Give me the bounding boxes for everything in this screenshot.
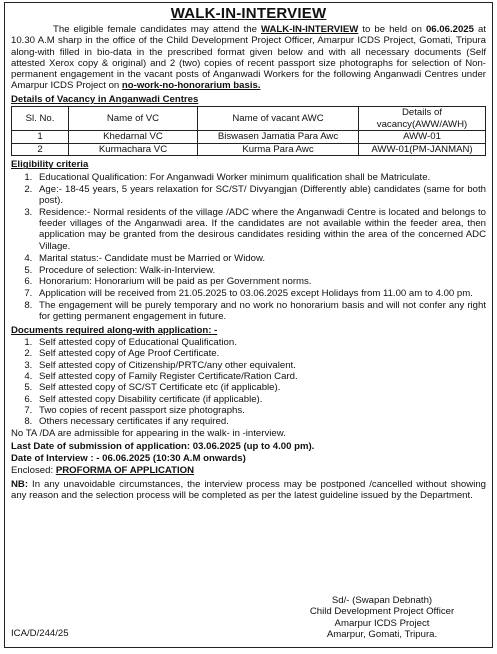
vacancy-heading: Details of Vacancy in Anganwadi Centres [11, 93, 199, 105]
list-item: 1. Educational Qualification: For Anganwadi Worker minimum qualification shall be Matriculate. [35, 172, 486, 183]
enclosed-label: Enclosed: [11, 465, 56, 477]
cell-vc: Kurmachara VC [69, 143, 198, 156]
documents-list [11, 337, 486, 427]
list-item: 4. Self attested copy of Family Register Certificate/Ration Card. [35, 371, 486, 382]
list-item: 3. Residence:- Normal residents of the village /ADC where the Anganwadi Centre is located and belongs to feeder villages of the Anganwadi area. If the candidates are not available within the feeder area, then application may be granted from the desirous candidates residing within the area of the concerned ADC Village. [35, 207, 486, 252]
intro-text-3: at 10.30 A.M sharp in the office of the Child Development Project Officer, Amarpur ICDS Project, Gomati, Tripura along-with filled in bio-data in the prescribed format given below and with all necessary documents (Self attested Xerox copy & original) and 2 (two) copies of recent passport size photographs for selection of Non-permanent engagement in the vacant posts of Anganwadi Workers for the following Anganwadi Centres under Amarpur ICDS Project on [11, 24, 486, 92]
table-row [12, 143, 486, 156]
eligibility-heading: Eligibility criteria [11, 159, 89, 171]
reference-number: ICA/D/244/25 [11, 628, 69, 639]
cell-details: AWW-01(PM-JANMAN) [359, 143, 486, 156]
list-item: 3. Self attested copy of Citizenship/PRTC/any other equivalent. [35, 360, 486, 371]
eligibility-list [11, 172, 486, 323]
notice-page [4, 2, 493, 648]
signature-designation: Child Development Project Officer [309, 606, 455, 618]
interview-date-line: Date of Interview : - 06.06.2025 (10:30 A.M onwards) [11, 453, 246, 465]
list-item: 5. Procedure of selection: Walk-in-Interview. [35, 265, 486, 276]
signature-address: Amarpur, Gomati, Tripura. [326, 628, 438, 640]
list-item: 2. Age:- 18-45 years, 5 years relaxation for SC/ST/ Divyangjan (Differently able) candidates (same for both post). [35, 184, 486, 207]
intro-text-1: The eligible female candidates may attend the [53, 24, 261, 35]
nb-paragraph [11, 479, 486, 502]
vacancy-header-row [12, 107, 486, 131]
enclosed-line [11, 465, 486, 476]
notice-title: WALK-IN-INTERVIEW [170, 5, 327, 22]
list-item: 4. Marital status:- Candidate must be Married or Widow. [35, 253, 486, 264]
nb-label: NB: [11, 478, 33, 490]
list-item: 8. Others necessary certificates if any required. [35, 416, 486, 427]
signature-office: Amarpur ICDS Project [334, 617, 430, 629]
enclosed-value: PROFORMA OF APPLICATION [55, 465, 195, 477]
intro-date: 06.06.2025 [425, 24, 474, 35]
list-item: 7. Two copies of recent passport size photographs. [35, 405, 486, 416]
nb-text: In any unavoidable circumstances, the interview process may be postponed /cancelled without showing any reason and the selection process will be completed as per the latest guideline issued by the Department. [11, 478, 486, 501]
intro-text-2: to be held on [358, 24, 426, 35]
col-header-awc: Name of vacant AWC [198, 107, 359, 131]
table-row [12, 131, 486, 144]
vacancy-table [11, 106, 486, 156]
intro-basis: no-work-no-honorarium basis. [121, 80, 261, 92]
documents-heading: Documents required along-with application: - [11, 324, 218, 336]
list-item: 7. Application will be received from 21.05.2025 to 03.06.2025 except Holidays from 11.00 am to 4.00 pm. [35, 288, 486, 299]
cell-slno: 2 [12, 143, 69, 156]
list-item: 6. Honorarium: Honorarium will be paid as per Government norms. [35, 276, 486, 287]
cell-vc: Khedarnal VC [69, 131, 198, 144]
last-date-line: Last Date of submission of application: 03.06.2025 (up to 4.00 pm). [11, 440, 315, 452]
list-item: 1. Self attested copy of Educational Qualification. [35, 337, 486, 348]
cell-details: AWW-01 [359, 131, 486, 144]
col-header-details: Details of vacancy(AWW/AWH) [359, 107, 486, 131]
cell-awc: Kurma Para Awc [198, 143, 359, 156]
intro-paragraph [11, 24, 486, 92]
list-item: 2. Self attested copy of Age Proof Certificate. [35, 348, 486, 359]
signature-block [294, 595, 470, 640]
list-item: 6. Self attested copy Disability certificate (if applicable). [35, 394, 486, 405]
cell-slno: 1 [12, 131, 69, 144]
col-header-slno: Sl. No. [12, 107, 69, 131]
signature-name: Sd/- (Swapan Debnath) [331, 595, 433, 606]
intro-walkin-emphasis: WALK-IN-INTERVIEW [260, 24, 359, 35]
list-item: 8. The engagement will be purely temporary and no work no honorarium basis and will not confer any right for getting permanent engagement in future. [35, 300, 486, 323]
list-item: 5. Self attested copy of SC/ST Certificate etc (if applicable). [35, 382, 486, 393]
col-header-vc: Name of VC [69, 107, 198, 131]
no-ta-da-note: No TA /DA are admissible for appearing in the walk- in -interview. [11, 428, 286, 440]
cell-awc: Biswasen Jamatia Para Awc [198, 131, 359, 144]
